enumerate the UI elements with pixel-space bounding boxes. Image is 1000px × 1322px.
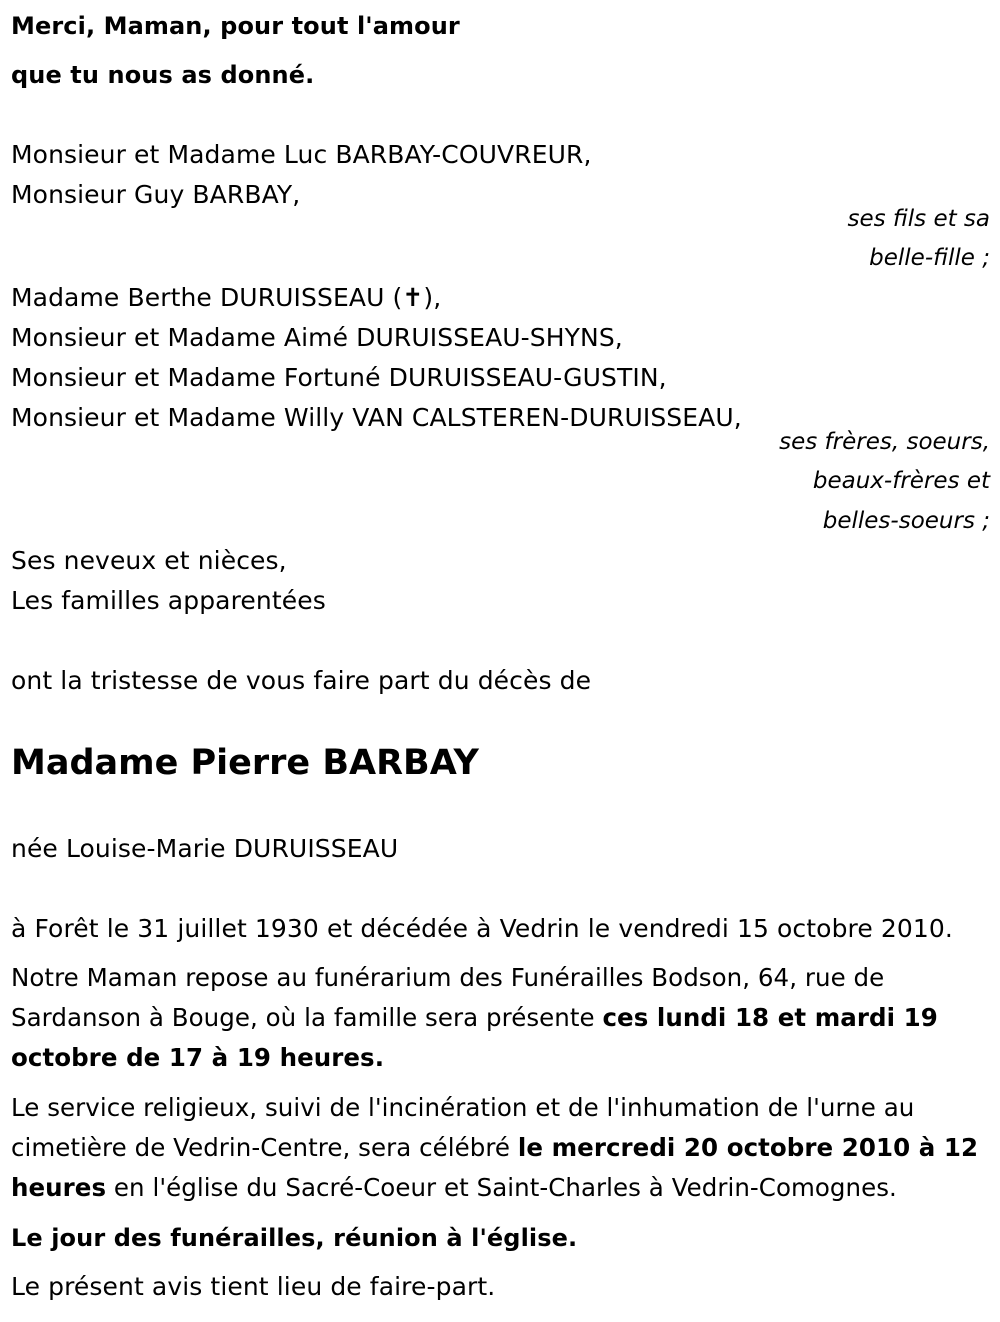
relation-label-2b: beaux-frères et (812, 468, 990, 494)
visitation-schedule: ces lundi 18 et mardi 19 octobre de 17 à 19 heures. (11, 1003, 938, 1072)
family-member-5: Monsieur et Madame Fortuné DURUISSEAU-GUSTIN, (11, 363, 667, 392)
visitation-paragraph (11, 958, 991, 1078)
relation-label-1a: ses fils et sa (847, 206, 990, 232)
deceased-name: Madame Pierre BARBAY (11, 743, 479, 783)
relation-label-2c: belles-soeurs ; (822, 508, 990, 534)
tagline-line-2: que tu nous as donné. (11, 61, 315, 89)
family-member-6: Monsieur et Madame Willy VAN CALSTEREN-DURUISSEAU, (11, 403, 742, 432)
service-text-after: en l'église du Sacré-Coeur et Saint-Charles à Vedrin-Comognes. (106, 1173, 897, 1202)
relation-label-1b: belle-fille ; (869, 245, 990, 271)
family-member-4: Monsieur et Madame Aimé DURUISSEAU-SHYNS, (11, 323, 623, 352)
service-date: le mercredi 20 octobre 2010 à 12 heures (11, 1133, 979, 1202)
maiden-name: née Louise-Marie DURUISSEAU (11, 834, 399, 863)
family-member-2: Monsieur Guy BARBAY, (11, 180, 301, 209)
service-paragraph (11, 1088, 991, 1208)
relation-label-2a: ses frères, soeurs, (779, 429, 990, 455)
family-member-3: Madame Berthe DURUISSEAU (✝), (11, 283, 442, 312)
family-member-1: Monsieur et Madame Luc BARBAY-COUVREUR, (11, 140, 592, 169)
birth-death-details: à Forêt le 31 juillet 1930 et décédée à Vedrin le vendredi 15 octobre 2010. (11, 914, 953, 943)
visitation-text: Notre Maman repose au funérarium des Funérailles Bodson, 64, rue de Sardanson à Bouge, où la famille sera présente (11, 963, 885, 1032)
tagline-line-1: Merci, Maman, pour tout l'amour (11, 12, 460, 40)
service-text-before: Le service religieux, suivi de l'incinération et de l'inhumation de l'urne au cimetière de Vedrin-Centre, sera célébré (11, 1093, 915, 1162)
meeting-notice: Le jour des funérailles, réunion à l'église. (11, 1224, 578, 1252)
announcement-text: ont la tristesse de vous faire part du décès de (11, 666, 592, 695)
closing-note: Le présent avis tient lieu de faire-part. (11, 1272, 496, 1301)
family-member-7: Ses neveux et nièces, (11, 546, 287, 575)
family-member-8: Les familles apparentées (11, 586, 326, 615)
